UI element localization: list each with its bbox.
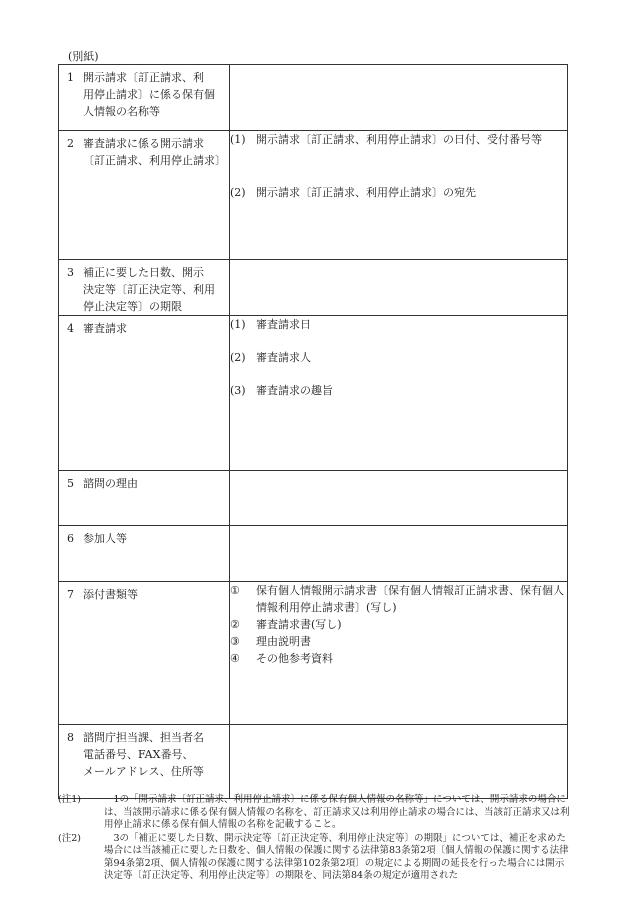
item-text: その他参考資料: [256, 652, 333, 665]
item-text: 審査請求書(写し): [256, 618, 342, 631]
row-number: 6: [67, 532, 74, 545]
row-value-cell: [230, 260, 568, 316]
row-number: 8: [67, 731, 74, 744]
footnote-text: 3の「補正に要した日数、開示決定等〔訂正決定等、利用停止決定等〕の期限」については、補正を求めた場合には当該補正に要した日数を、個人情報の保護に関する法律第83条第2項〔個人情報の保護に関する法律第94条第2項、個人情報の保護に関する法律第102条第2項〕の規定による期間の延長を行った場合には開示決定等〔訂正決定等、利用停止決定等〕の期限を、同法第84条の規定が適用された: [104, 832, 569, 881]
row-label: 諮問の理由: [83, 477, 138, 490]
list-item: [230, 633, 567, 650]
footnotes: [58, 794, 570, 884]
item-marker: (2): [230, 351, 246, 364]
attachment-label: (別紙): [68, 50, 99, 63]
item-text: 理由説明書: [256, 635, 311, 648]
item-text: 審査請求人: [256, 351, 311, 364]
list-item: [230, 582, 567, 616]
row-label: 審査請求: [83, 322, 127, 335]
footnote-text: 1の「開示請求〔訂正請求、利用停止請求〕に係る保有個人情報の名称等」については、開示請求の場合には、当該開示請求に係る保有個人情報の名称を、訂正請求又は利用停止請求の場合には、当該訂正請求又は利用停止請求に係る保有個人情報の名称を記載すること。: [104, 794, 570, 830]
list-item: [230, 650, 567, 667]
row-label-cell: [59, 526, 230, 582]
list-item: [230, 616, 567, 633]
item-marker: (3): [230, 384, 246, 397]
inquiry-form-table: [58, 64, 568, 799]
item-marker: (1): [230, 133, 246, 146]
row-number: 7: [67, 588, 74, 601]
row-number: 2: [67, 137, 74, 150]
row-label: 参加人等: [83, 532, 127, 545]
row-label-cell: [59, 316, 230, 471]
row-label-cell: [59, 471, 230, 526]
row-label-cell: [59, 260, 230, 316]
row-label-cell: [59, 65, 230, 131]
row-label-cell: [59, 582, 230, 725]
table-row: [59, 471, 568, 526]
row-value-cell: [230, 131, 568, 260]
row-label: 補正に要した日数、開示 決定等〔訂正決定等、利用 停止決定等〕の期限: [83, 266, 215, 313]
row-value-cell: [230, 471, 568, 526]
item-marker: (1): [230, 318, 246, 331]
footnote-label: (注1): [58, 794, 81, 805]
table-row: [59, 316, 568, 471]
footnote-label: (注2): [58, 832, 81, 844]
list-item: [230, 349, 567, 366]
row-value-cell: [230, 316, 568, 471]
row-number: 1: [67, 71, 74, 84]
row-label-cell: [59, 131, 230, 260]
row-label: 添付書類等: [83, 588, 138, 601]
table-row: [59, 526, 568, 582]
item-marker: ②: [230, 618, 240, 631]
footnote: [58, 794, 570, 832]
row-number: 5: [67, 477, 74, 490]
row-value-cell: [230, 65, 568, 131]
item-text: 開示請求〔訂正請求、利用停止請求〕の日付、受付番号等: [256, 133, 542, 146]
row-number: 3: [67, 266, 74, 279]
table-row: [59, 65, 568, 131]
item-text: 審査請求の趣旨: [256, 384, 333, 397]
item-text: 保有個人情報開示請求書〔保有個人情報訂正請求書、保有個人情報利用停止請求書〕(写し): [256, 584, 564, 614]
list-item: [230, 131, 567, 148]
item-text: 開示請求〔訂正請求、利用停止請求〕の宛先: [256, 186, 476, 199]
row-label: 諮問庁担当課、担当者名 電話番号、FAX番号、 メールアドレス、住所等: [83, 731, 204, 778]
table-row: [59, 260, 568, 316]
list-item: [230, 184, 567, 201]
row-value-cell: [230, 582, 568, 725]
item-marker: ④: [230, 652, 240, 665]
row-number: 4: [67, 322, 74, 335]
row-label: 審査請求に係る開示請求 〔訂正請求、利用停止請求〕: [83, 137, 226, 167]
list-item: [230, 382, 567, 399]
item-marker: (2): [230, 186, 246, 199]
table-row: [59, 582, 568, 725]
row-label-cell: [59, 725, 230, 799]
item-text: 審査請求日: [256, 318, 311, 331]
row-label: 開示請求〔訂正請求、利 用停止請求〕に係る保有個 人情報の名称等: [83, 71, 215, 118]
item-marker: ①: [230, 584, 240, 597]
row-value-cell: [230, 725, 568, 799]
footnote: [58, 833, 570, 883]
row-value-cell: [230, 526, 568, 582]
item-marker: ③: [230, 635, 240, 648]
table-row: [59, 131, 568, 260]
list-item: [230, 316, 567, 333]
table-row: [59, 725, 568, 799]
